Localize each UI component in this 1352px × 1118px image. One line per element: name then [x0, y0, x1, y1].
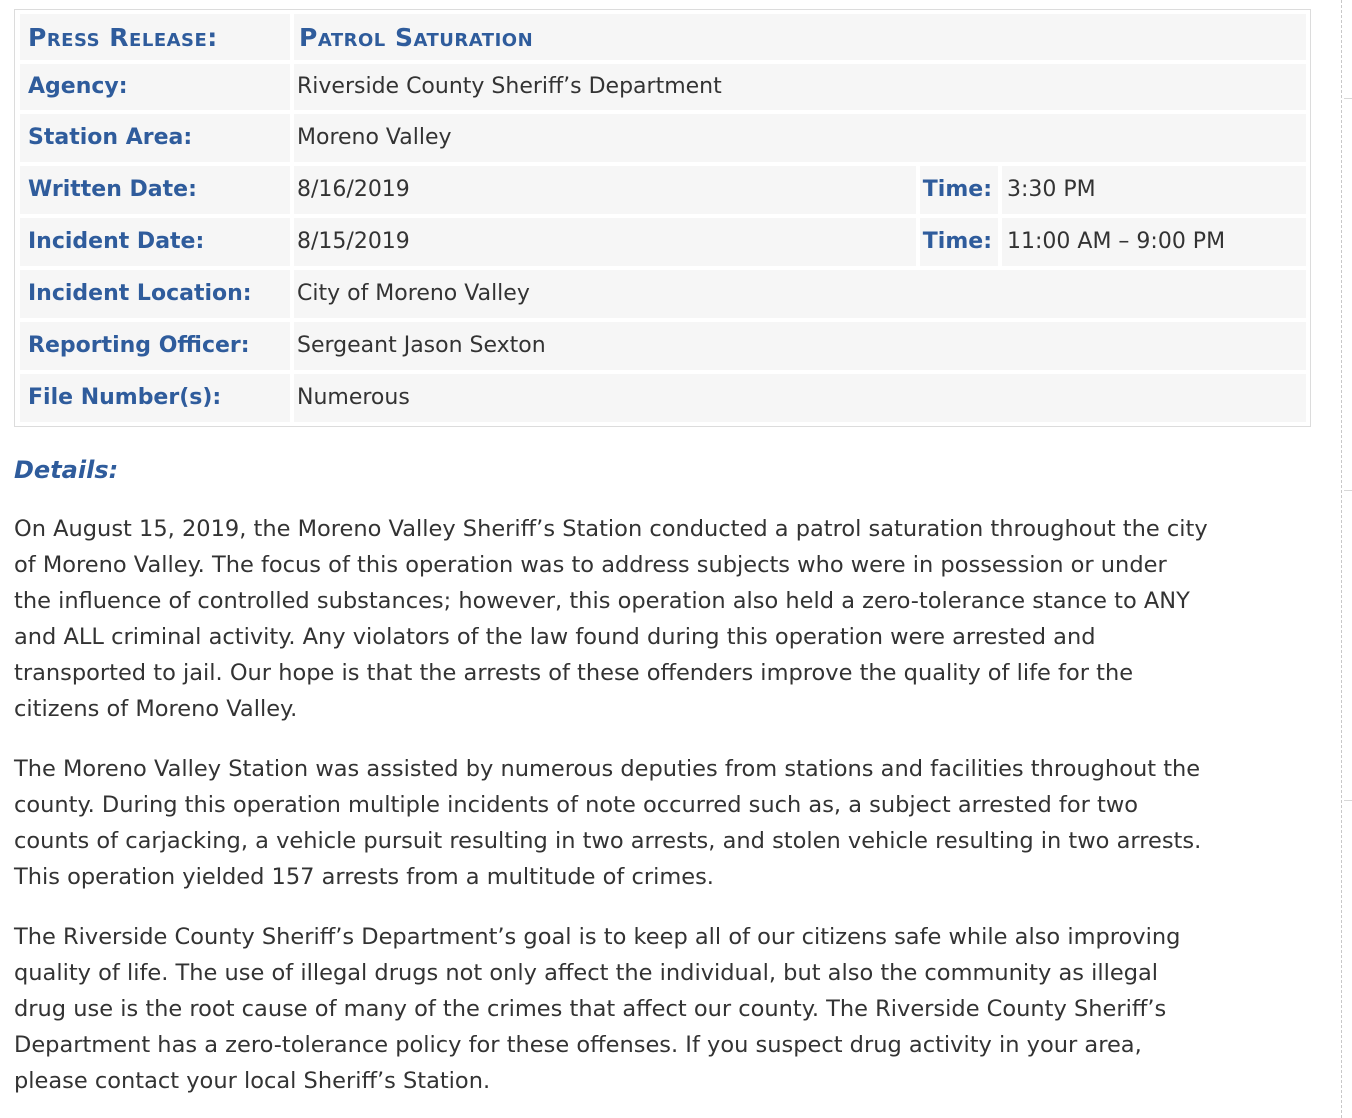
details-paragraph-3 — [14, 919, 1314, 1099]
paragraph-line: citizens of Moreno Valley. — [14, 696, 298, 722]
paragraph-line: quality of life. The use of illegal drugs not only affect the individual, but also the community as illegal — [14, 960, 1159, 986]
page-edge-tick — [1344, 800, 1352, 801]
details-paragraph-2 — [14, 751, 1314, 895]
press-release-label: Press Release: — [20, 14, 290, 60]
page-edge-tick — [1344, 490, 1352, 491]
reporting-officer-value: Sergeant Jason Sexton — [294, 322, 1306, 370]
agency-label: Agency: — [20, 64, 290, 110]
incident-location-value: City of Moreno Valley — [294, 270, 1306, 318]
paragraph-line: The Riverside County Sheriff’s Department’s goal is to keep all of our citizens safe while also improving — [14, 924, 1181, 950]
station-area-value: Moreno Valley — [294, 114, 1306, 162]
paragraph-line: drug use is the root cause of many of the crimes that affect our county. The Riverside County Sheriff’s — [14, 996, 1167, 1022]
file-number-label: File Number(s): — [20, 374, 290, 422]
paragraph-line: the influence of controlled substances; however, this operation also held a zero-tolerance stance to ANY — [14, 588, 1190, 614]
press-release-title: Patrol Saturation — [294, 14, 1306, 60]
station-area-label: Station Area: — [20, 114, 290, 162]
press-release-info-table — [14, 9, 1311, 427]
paragraph-line: transported to jail. Our hope is that the arrests of these offenders improve the quality of life for the — [14, 660, 1134, 686]
written-time-label: Time: — [920, 166, 998, 214]
paragraph-line: county. During this operation multiple incidents of note occurred such as, a subject arrested for two — [14, 792, 1139, 818]
paragraph-line: The Moreno Valley Station was assisted by numerous deputies from stations and facilities throughout the — [14, 756, 1201, 782]
paragraph-line: please contact your local Sheriff’s Station. — [14, 1068, 491, 1094]
reporting-officer-label: Reporting Officer: — [20, 322, 290, 370]
details-paragraph-1 — [14, 511, 1314, 727]
incident-time-value: 11:00 AM – 9:00 PM — [1002, 218, 1306, 266]
page-edge-tick — [1344, 98, 1352, 99]
details-heading: Details: — [14, 456, 119, 484]
paragraph-line: Department has a zero-tolerance policy for these offenses. If you suspect drug activity in your area, — [14, 1032, 1142, 1058]
written-time-value: 3:30 PM — [1002, 166, 1306, 214]
incident-date-label: Incident Date: — [20, 218, 290, 266]
written-date-label: Written Date: — [20, 166, 290, 214]
agency-value: Riverside County Sheriff’s Department — [294, 64, 1306, 110]
incident-location-label: Incident Location: — [20, 270, 290, 318]
paragraph-line: of Moreno Valley. The focus of this operation was to address subjects who were in possession or under — [14, 552, 1167, 578]
written-date-value: 8/16/2019 — [294, 166, 916, 214]
paragraph-line: and ALL criminal activity. Any violators of the law found during this operation were arrested and — [14, 624, 1096, 650]
paragraph-line: On August 15, 2019, the Moreno Valley Sheriff’s Station conducted a patrol saturation throughout the city — [14, 516, 1208, 542]
incident-time-label: Time: — [920, 218, 998, 266]
paragraph-line: This operation yielded 157 arrests from a multitude of crimes. — [14, 864, 714, 890]
file-number-value: Numerous — [294, 374, 1306, 422]
incident-date-value: 8/15/2019 — [294, 218, 916, 266]
paragraph-line: counts of carjacking, a vehicle pursuit resulting in two arrests, and stolen vehicle resulting in two arrests. — [14, 828, 1202, 854]
page-edge-divider — [1341, 0, 1342, 1118]
